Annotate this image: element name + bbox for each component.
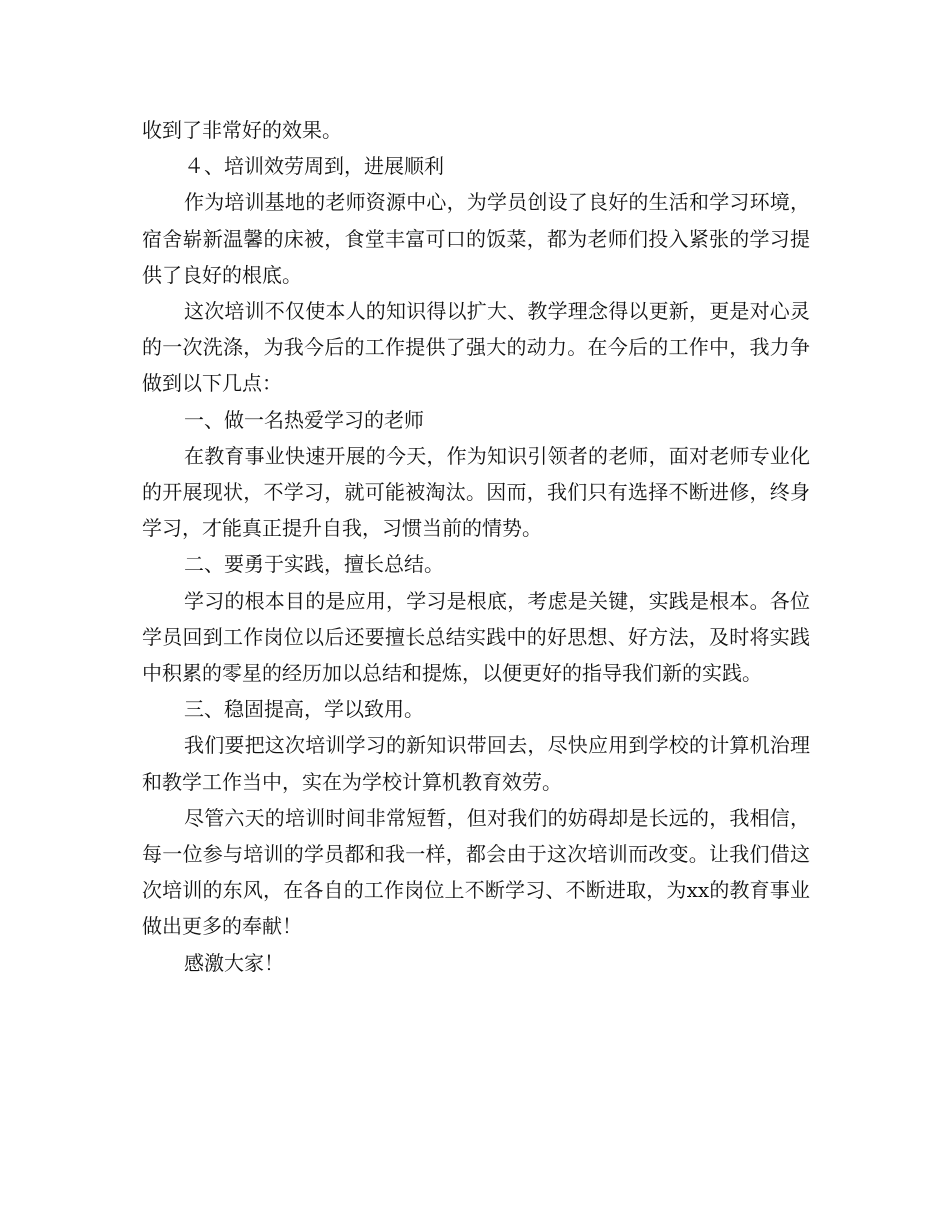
document-body xyxy=(142,112,810,981)
section-heading-apply: 三、稳固提高，学以致用。 xyxy=(184,697,424,722)
paragraph-lifelong-learning: 在教育事业快速开展的今天，作为知识引领者的老师，面对老师专业化的开展现状，不学习，就可能被淘汰。因而，我们只有选择不断进修，终身学习，才能真正提升自我，习惯当前的情势。 xyxy=(142,443,810,541)
paragraph-practice-summary: 学习的根本目的是应用，学习是根底，考虑是关键，实践是根本。各位学员回到工作岗位以后还要擅长总结实践中的好思想、好方法，及时将实践中积累的零星的经历加以总结和提炼，以便更好的指导我们新的实践。 xyxy=(142,588,810,686)
paragraph-thanks: 感激大家！ xyxy=(184,950,284,975)
paragraph-training-benefit: 这次培训不仅使本人的知识得以扩大、教学理念得以更新，更是对心灵的一次洗涤，为我今后的工作提供了强大的动力。在今后的工作中，我力争做到以下几点： xyxy=(142,299,810,396)
paragraph-continuation: 收到了非常好的效果。 xyxy=(142,118,342,142)
paragraph-closing: 尽管六天的培训时间非常短暂，但对我们的妨碍却是长远的，我相信，每一位参与培训的学员都和我一样，都会由于这次培训而改变。让我们借这次培训的东风，在各自的工作岗位上不断学习、不断进取，为xx的教育事业做出更多的奉献！ xyxy=(142,805,810,939)
paragraph-apply-knowledge: 我们要把这次培训学习的新知识带回去，尽快应用到学校的计算机治理和教学工作当中，实在为学校计算机教育效劳。 xyxy=(142,733,810,794)
section-heading-love-learning: 一、做一名热爱学习的老师 xyxy=(184,407,424,432)
section-heading-service: ４、培训效劳周到，进展顺利 xyxy=(184,154,444,179)
section-heading-practice: 二、要勇于实践，擅长总结。 xyxy=(184,552,444,577)
paragraph-training-base: 作为培训基地的老师资源中心，为学员创设了良好的生活和学习环境，宿舍崭新温馨的床被，食堂丰富可口的饭菜，都为老师们投入紧张的学习提供了良好的根底。 xyxy=(142,190,810,287)
